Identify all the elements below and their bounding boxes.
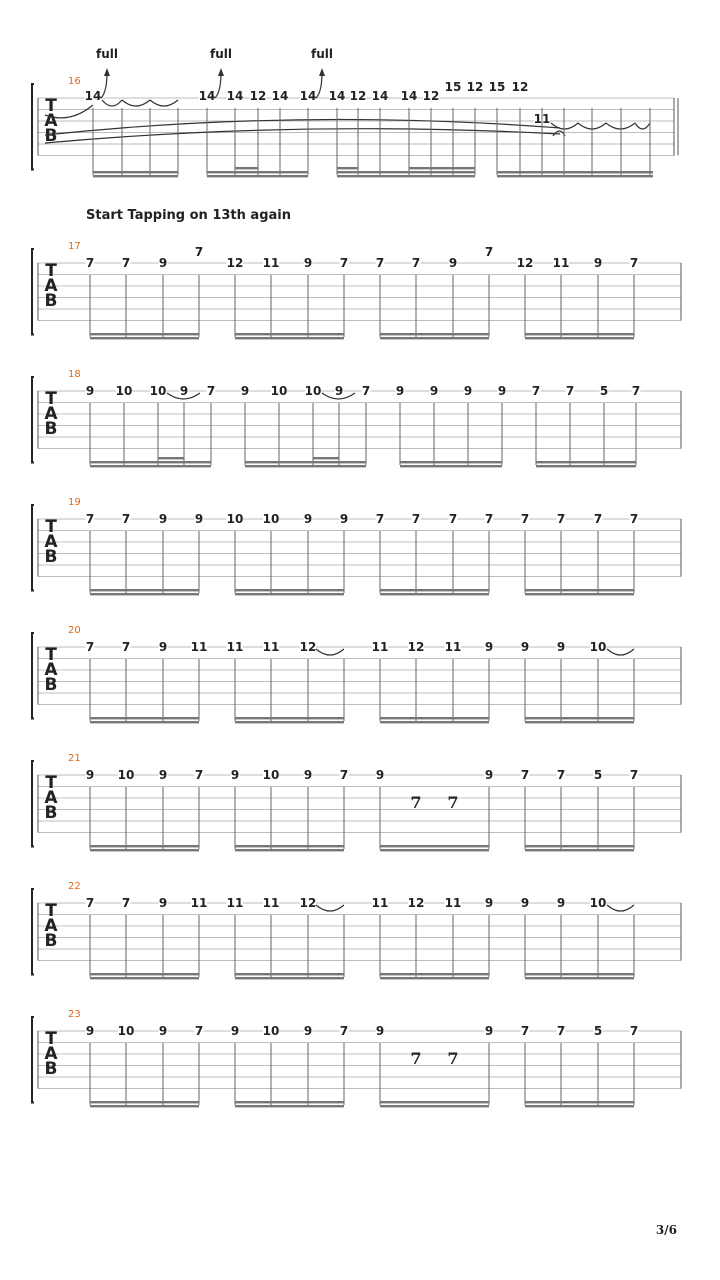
fret-number: 7 [85,256,95,270]
tie-arc [122,100,150,106]
fret-number: 7 [556,768,566,782]
beam [235,333,344,335]
fret-number: 14 [84,89,102,103]
system-bracket [32,889,34,975]
tab-clef-letter: B [44,419,58,439]
fret-number: 7 [375,256,385,270]
beam [90,845,199,847]
beam [497,175,653,177]
fret-number: 10 [262,512,280,526]
fret-number: 11 [552,256,570,270]
beam [90,333,199,335]
beam [207,175,308,177]
fret-number: 7 [520,768,530,782]
beam [90,1105,199,1107]
beam [380,1101,489,1103]
fret-number: 9 [230,1024,240,1038]
beam [525,717,634,719]
tab-clef-letter: B [44,291,58,311]
fret-number: 7 [121,256,131,270]
beam [380,337,489,339]
tab-clef-letter: T [45,1029,57,1049]
tie-arc [316,649,344,655]
fret-number: 9 [158,512,168,526]
fret-number: 7 [448,512,458,526]
fret-number: 5 [599,384,609,398]
fret-number: 11 [226,640,244,654]
beam [90,973,199,975]
tab-clef-letter: B [44,126,58,146]
beam [525,1105,634,1107]
fret-number: 9 [497,384,507,398]
fret-number: 7 [206,384,216,398]
fret-number: 11 [190,896,208,910]
beam [380,593,489,595]
fret-number: 14 [400,89,418,103]
beam [525,333,634,335]
bend-arrowhead [104,68,110,76]
fret-number: 9 [520,640,530,654]
fret-number: 7 [121,512,131,526]
fret-number: 7 [556,512,566,526]
fret-number: 9 [194,512,204,526]
bend-label: full [311,47,333,61]
system-bracket [32,761,34,847]
sixteenth-rest: 7 [447,793,459,812]
fret-number: 10 [589,640,607,654]
beam [93,171,178,173]
fret-number: 11 [262,256,280,270]
bend-label: full [210,47,232,61]
beam [158,457,184,459]
fret-number: 10 [270,384,288,398]
sixteenth-rest: 7 [410,793,422,812]
fret-number: 7 [629,768,639,782]
fret-number: 7 [121,896,131,910]
beam [207,171,308,173]
tapping-annotation: Start Tapping on 13th again [86,208,291,223]
beam [90,461,211,463]
system-bracket [32,377,34,463]
fret-number: 7 [411,256,421,270]
fret-number: 11 [262,896,280,910]
fret-number: 9 [85,384,95,398]
tab-clef-letter: T [45,96,57,116]
tab-clef-letter: A [44,111,58,131]
fret-number: 7 [631,384,641,398]
tab-clef-letter: T [45,517,57,537]
fret-number: 9 [593,256,603,270]
fret-number: 7 [361,384,371,398]
fret-number: 9 [339,512,349,526]
beam [380,973,489,975]
fret-number: 7 [520,512,530,526]
fret-number: 12 [466,80,484,94]
fret-number: 9 [179,384,189,398]
fret-number: 7 [629,512,639,526]
fret-number: 9 [463,384,473,398]
fret-number: 7 [85,512,95,526]
measure-number: 20 [68,625,81,636]
beam [525,977,634,979]
fret-number: 9 [85,1024,95,1038]
tie-arc [607,905,634,911]
tab-clef-letter: B [44,803,58,823]
beam [235,337,344,339]
fret-number: 14 [371,89,389,103]
beam [245,465,366,467]
beam [380,1105,489,1107]
measure-number: 21 [68,753,81,764]
tab-clef-letter: A [44,1044,58,1064]
beam [380,849,489,851]
bend-label: full [96,47,118,61]
beam [525,1101,634,1103]
tab-system-18 [32,369,681,467]
fret-number: 14 [198,89,216,103]
fret-number: 9 [484,768,494,782]
tab-clef-letter: T [45,389,57,409]
fret-number: 7 [339,256,349,270]
fret-number: 9 [334,384,344,398]
page-number: 3/6 [655,1223,677,1237]
fret-number: 9 [85,768,95,782]
beam [235,845,344,847]
fret-number: 12 [299,640,317,654]
beam [497,171,653,173]
fret-number: 15 [444,80,462,94]
tab-clef-letter: A [44,788,58,808]
measure-number: 17 [68,241,81,252]
beam [235,717,344,719]
beam [380,721,489,723]
fret-number: 12 [249,89,267,103]
beam [536,465,636,467]
fret-number: 9 [303,256,313,270]
tab-system-20 [32,625,681,723]
beam [235,1105,344,1107]
beam [93,175,178,177]
fret-number: 10 [262,768,280,782]
fret-number: 9 [375,768,385,782]
tab-clef-letter: B [44,1059,58,1079]
system-bracket [32,249,34,335]
system-bracket [32,505,34,591]
beam [536,461,636,463]
fret-number: 14 [328,89,346,103]
tab-system-23 [32,1009,681,1107]
tab-clef-letter: T [45,773,57,793]
beam [525,849,634,851]
fret-number: 12 [511,80,529,94]
fret-number: 7 [339,1024,349,1038]
fret-number: 11 [262,640,280,654]
fret-number: 10 [304,384,322,398]
fret-number: 10 [149,384,167,398]
tie-arc [635,123,650,129]
system-bracket [32,633,34,719]
beam [380,717,489,719]
tab-clef-letter: A [44,404,58,424]
beam [90,849,199,851]
fret-number: 7 [484,245,494,259]
fret-number: 12 [516,256,534,270]
tab-systems [32,47,681,1107]
measure-number: 22 [68,881,81,892]
fret-number: 9 [556,896,566,910]
beam [235,977,344,979]
beam [90,721,199,723]
beam [400,461,502,463]
tie-arc [150,100,178,106]
fret-number: 14 [226,89,244,103]
fret-number: 15 [488,80,506,94]
tie-arc [607,649,634,655]
beam [380,845,489,847]
beam [235,593,344,595]
tab-clef-letter: B [44,547,58,567]
fret-number: 7 [556,1024,566,1038]
fret-number: 9 [303,512,313,526]
fret-number: 9 [556,640,566,654]
fret-number: 11 [444,896,462,910]
fret-number: 7 [531,384,541,398]
fret-number: 12 [407,640,425,654]
beam [525,589,634,591]
beam [525,593,634,595]
fret-number: 9 [240,384,250,398]
fret-number: 14 [299,89,317,103]
fret-number: 11 [226,896,244,910]
fret-number: 9 [520,896,530,910]
system-bracket [32,1017,34,1103]
beam [337,175,475,177]
beam [90,589,199,591]
fret-number: 7 [339,768,349,782]
beam [337,167,358,169]
fret-number: 7 [411,512,421,526]
beam [235,167,258,169]
fret-number: 10 [115,384,133,398]
tab-system-16 [32,47,678,177]
fret-number: 14 [271,89,289,103]
fret-number: 7 [593,512,603,526]
tab-clef-letter: B [44,675,58,695]
beam [380,977,489,979]
fret-number: 9 [158,256,168,270]
beam [337,171,475,173]
fret-number: 9 [395,384,405,398]
fret-number: 9 [448,256,458,270]
beam [90,1101,199,1103]
fret-number: 7 [629,256,639,270]
fret-number: 9 [484,1024,494,1038]
beam [409,167,475,169]
sixteenth-rest: 7 [447,1049,459,1068]
fret-number: 7 [194,768,204,782]
fret-number: 9 [429,384,439,398]
fret-number: 11 [444,640,462,654]
fret-number: 9 [303,768,313,782]
fret-number: 10 [117,768,135,782]
beam [90,717,199,719]
fret-number: 9 [375,1024,385,1038]
fret-number: 12 [407,896,425,910]
fret-number: 9 [230,768,240,782]
fret-number: 7 [194,1024,204,1038]
fret-number: 10 [226,512,244,526]
beam [525,337,634,339]
beam [525,845,634,847]
tab-clef-letter: A [44,276,58,296]
fret-number: 9 [158,640,168,654]
tab-system-17 [32,241,681,339]
measure-number: 18 [68,369,81,380]
beam [525,973,634,975]
fret-number: 7 [565,384,575,398]
beam [380,589,489,591]
system-bracket [32,84,34,170]
beam [400,465,502,467]
fret-number: 7 [85,640,95,654]
beam [235,589,344,591]
fret-number: 11 [371,640,389,654]
fret-number: 7 [520,1024,530,1038]
beam [245,461,366,463]
fret-number: 12 [299,896,317,910]
fret-number: 5 [593,768,603,782]
fret-number: 11 [533,112,551,126]
fret-number: 7 [375,512,385,526]
fret-number: 9 [484,896,494,910]
fret-number: 9 [484,640,494,654]
tab-clef-letter: A [44,916,58,936]
sixteenth-rest: 7 [410,1049,422,1068]
fret-number: 7 [121,640,131,654]
beam [525,721,634,723]
beam [90,977,199,979]
tab-system-19 [32,497,681,595]
fret-number: 10 [589,896,607,910]
tab-clef-letter: A [44,660,58,680]
beam [313,457,339,459]
tab-clef-letter: T [45,261,57,281]
fret-number: 12 [349,89,367,103]
fret-number: 5 [593,1024,603,1038]
tie-arc [316,905,344,911]
fret-number: 11 [190,640,208,654]
tab-clef-letter: B [44,931,58,951]
beam [90,465,211,467]
fret-number: 11 [371,896,389,910]
tab-system-21 [32,753,681,851]
fret-number: 7 [484,512,494,526]
beam [235,849,344,851]
beam [235,973,344,975]
tie-arc [102,100,122,106]
bend-arrowhead [218,68,224,76]
tab-system-22 [32,881,681,979]
fret-number: 9 [158,1024,168,1038]
fret-number: 9 [303,1024,313,1038]
beam [380,333,489,335]
tab-clef-letter: T [45,645,57,665]
fret-number: 7 [194,245,204,259]
fret-number: 10 [117,1024,135,1038]
fret-number: 12 [422,89,440,103]
measure-number: 19 [68,497,81,508]
fret-number: 7 [85,896,95,910]
beam [90,337,199,339]
tab-clef-letter: A [44,532,58,552]
beam [235,721,344,723]
fret-number: 9 [158,768,168,782]
fret-number: 10 [262,1024,280,1038]
measure-number: 23 [68,1009,81,1020]
fret-number: 9 [158,896,168,910]
bend-arrowhead [319,68,325,76]
beam [235,1101,344,1103]
fret-number: 7 [629,1024,639,1038]
fret-number: 12 [226,256,244,270]
beam [90,593,199,595]
measure-number: 16 [68,76,81,87]
tab-clef-letter: T [45,901,57,921]
